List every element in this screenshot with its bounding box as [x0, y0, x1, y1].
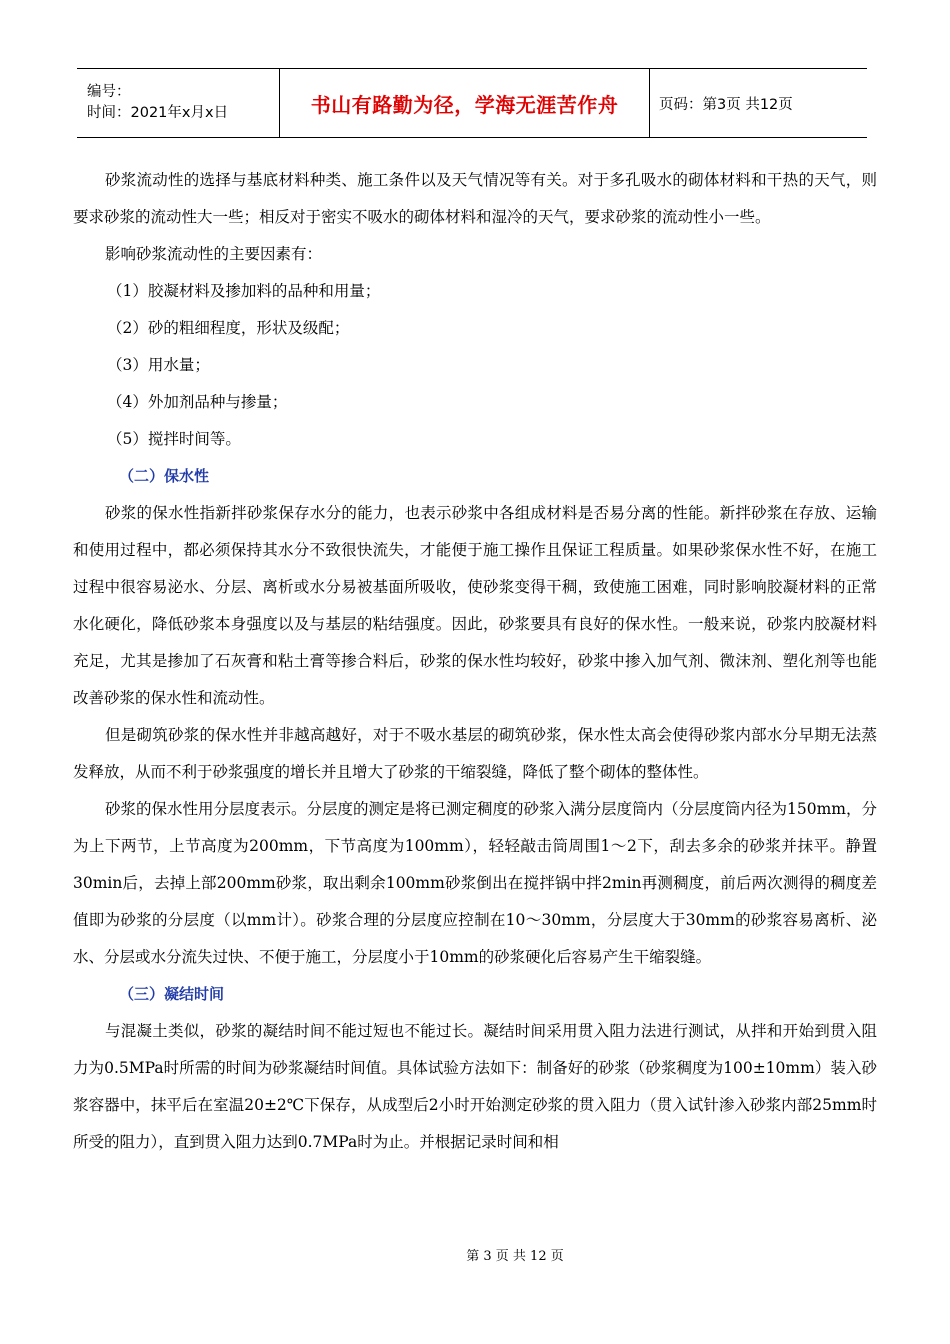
page-header	[77, 68, 867, 138]
document-body	[73, 162, 877, 1161]
list-item: （1）胶凝材料及掺加料的品种和用量；	[107, 282, 381, 300]
list-item: （2）砂的粗细程度，形状及级配；	[107, 319, 350, 337]
list-item: （3）用水量；	[107, 356, 210, 374]
header-info-cell	[77, 69, 280, 137]
section-heading-water-retention: （二）保水性	[119, 467, 210, 485]
list-item: （5）搅拌时间等。	[107, 430, 241, 448]
paragraph-flow-choice: 砂浆流动性的选择与基底材料种类、施工条件以及天气情况等有关。对于多孔吸水的砌体材料和干热的天气，则要求砂浆的流动性大一些；相反对于密实不吸水的砌体材料和湿冷的天气，要求砂浆的流动性小一些。	[73, 171, 877, 226]
list-item: （4）外加剂品种与掺量；	[107, 393, 288, 411]
page-footer: 第 3 页 共 12 页	[466, 1249, 564, 1264]
paragraph-water-retention-limits: 但是砌筑砂浆的保水性并非越高越好，对于不吸水基层的砌筑砂浆，保水性太高会使得砂浆内部水分早期无法蒸发释放，从而不利于砂浆强度的增长并且增大了砂浆的干缩裂缝，降低了整个砌体的整体性。	[73, 726, 877, 781]
section-heading-setting-time: （三）凝结时间	[119, 985, 225, 1003]
page-label: 页码：第3页 共12页	[659, 96, 793, 113]
paragraph-water-retention: 砂浆的保水性指新拌砂浆保存水分的能力，也表示砂浆中各组成材料是否易分离的性能。新拌砂浆在存放、运输和使用过程中，都必须保持其水分不致很快流失，才能便于施工操作且保证工程质量。如果砂浆保水性不好，在施工过程中很容易泌水、分层、离析或水分易被基面所吸收，使砂浆变得干稠，致使施工困难，同时影响胶凝材料的正常水化硬化，降低砂浆本身强度以及与基层的粘结强度。因此，砂浆要具有良好的保水性。一般来说，砂浆内胶凝材料充足，尤其是掺加了石灰膏和粘土膏等掺合料后，砂浆的保水性均较好，砂浆中掺入加气剂、微沫剂、塑化剂等也能改善砂浆的保水性和流动性。	[73, 504, 877, 707]
number-label: 编号：	[87, 84, 131, 100]
paragraph-factors-intro: 影响砂浆流动性的主要因素有：	[105, 245, 323, 263]
time-label: 时间：2021年x月x日	[87, 105, 229, 121]
paragraph-layering-degree: 砂浆的保水性用分层度表示。分层度的测定是将已测定稠度的砂浆入满分层度筒内（分层度筒内径为150mm，分为上下两节，上节高度为200mm，下节高度为100mm），轻轻敲击筒周围1～2下，刮去多余的砂浆并抹平。静置30min后，去掉上部200mm砂浆，取出剩余100mm砂浆倒出在搅拌锅中拌2min再测稠度，前后两次测得的稠度差值即为砂浆的分层度（以mm计）。砂浆合理的分层度应控制在10～30mm，分层度大于30mm的砂浆容易离析、泌水、分层或水分流失过快、不便于施工，分层度小于10mm的砂浆硬化后容易产生干缩裂缝。	[73, 800, 877, 966]
header-motto-cell	[280, 69, 650, 137]
motto-text: 书山有路勤为径，学海无涯苦作舟	[310, 92, 619, 117]
paragraph-setting-time: 与混凝土类似，砂浆的凝结时间不能过短也不能过长。凝结时间采用贯入阻力法进行测试，从拌和开始到贯入阻力为0.5MPa时所需的时间为砂浆凝结时间值。具体试验方法如下：制备好的砂浆（砂浆稠度为100±10mm）装入砂浆容器中，抹平后在室温20±2℃下保存，从成型后2小时开始测定砂浆的贯入阻力（贯入试针渗入砂浆内部25mm时所受的阻力），直到贯入阻力达到0.7MPa时为止。并根据记录时间和相	[73, 1022, 877, 1151]
header-page-cell	[650, 69, 867, 137]
